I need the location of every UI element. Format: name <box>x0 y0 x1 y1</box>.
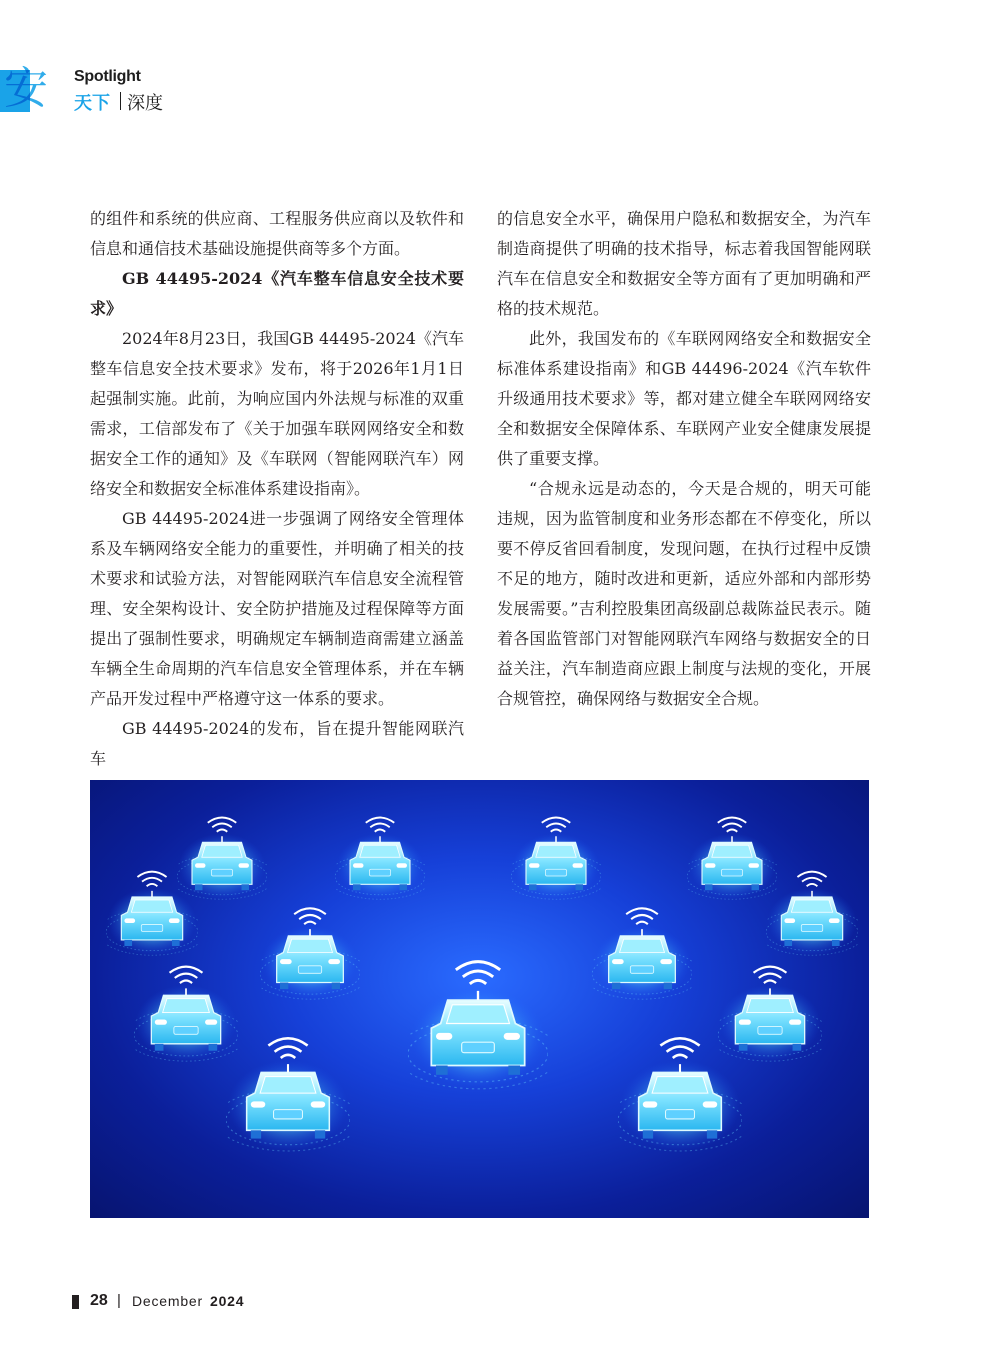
paragraph: GB 44495-2024进一步强调了网络安全管理体系及车辆网络安全能力的重要性，并明确了相关的技术要求和试验方法，对智能网联汽车信息安全流程管理、安全架构设计、安全防护措施及过程保障等方面提出了强制性要求，明确规定车辆制造商需建立涵盖车辆全生命周期的汽车信息安全管理体系，并在车辆产品开发过程中严格遵守这一体系的要求。 <box>90 509 464 708</box>
connected-car-icon <box>216 1038 361 1151</box>
section-header <box>0 63 200 116</box>
issue-month: December <box>132 1293 203 1309</box>
connected-car-icon <box>170 818 275 900</box>
left-column <box>90 204 464 774</box>
connected-car-icon <box>396 962 559 1089</box>
connected-car-icon <box>608 1038 753 1151</box>
subsection-title: 深度 <box>127 93 163 114</box>
paragraph: “合规永远是动态的，今天是合规的，明天可能违规，因为监管制度和业务形态都在不停变化，所以要不停反省回看制度，发现问题，在执行过程中反馈不足的地方，随时改进和更新，适应外部和内部形势发展需要。”吉利控股集团高级副总裁陈益民表示。随着各国监管部门对智能网联汽车网络与数据安全的日益关注，汽车制造商应跟上制度与法规的变化，开展合规管控，确保网络与数据安全合规。 <box>497 479 871 708</box>
header-glyph: 安 <box>4 63 48 114</box>
connected-car-icon <box>328 818 433 900</box>
subheading: GB 44495-2024《汽车整车信息安全技术要求》 <box>90 269 464 318</box>
paragraph: 的信息安全水平，确保用户隐私和数据安全，为汽车制造商提供了明确的技术指导，标志着我国智能网联汽车在信息安全和数据安全等方面有了更加明确和严格的技术规范。 <box>497 209 871 318</box>
footer-separator: | <box>117 1292 121 1309</box>
header-separator <box>120 92 121 110</box>
cars-graphic <box>90 780 869 1218</box>
connected-car-icon <box>680 818 785 900</box>
connected-car-icon <box>758 872 865 956</box>
connected-car-icon <box>709 967 830 1061</box>
connected-cars-illustration <box>90 780 869 1218</box>
right-column <box>497 204 871 714</box>
paragraph: 2024年8月23日，我国GB 44495-2024《汽车整车信息安全技术要求》发布，将于2026年1月1日起强制实施。此前，为响应国内外法规与标准的双重需求，工信部发布了《关于加强车联网网络安全和数据安全工作的通知》及《车联网（智能网联汽车）网络安全和数据安全标准体系建设指南》。 <box>90 329 464 498</box>
connected-car-icon <box>504 818 609 900</box>
paragraph: 的组件和系统的供应商、工程服务供应商以及软件和信息和通信技术基础设施提供商等多个方面。 <box>90 209 464 258</box>
page-number: 28 <box>90 1292 108 1309</box>
paragraph: GB 44495-2024的发布，旨在提升智能网联汽车 <box>90 719 464 768</box>
paragraph: 此外，我国发布的《车联网网络安全和数据安全标准体系建设指南》和GB 44496-2024《汽车软件升级通用技术要求》等，都对建立健全车联网网络安全和数据安全保障体系、车联网产业安全健康发展提供了重要支撑。 <box>497 329 871 468</box>
connected-car-icon <box>125 967 246 1061</box>
section-title-zh: 天下 <box>74 93 110 114</box>
connected-car-icon <box>584 908 701 999</box>
connected-car-icon <box>252 908 369 999</box>
section-title-en: Spotlight <box>74 68 141 85</box>
footer-marker <box>72 1295 79 1309</box>
issue-year: 2024 <box>210 1293 245 1309</box>
